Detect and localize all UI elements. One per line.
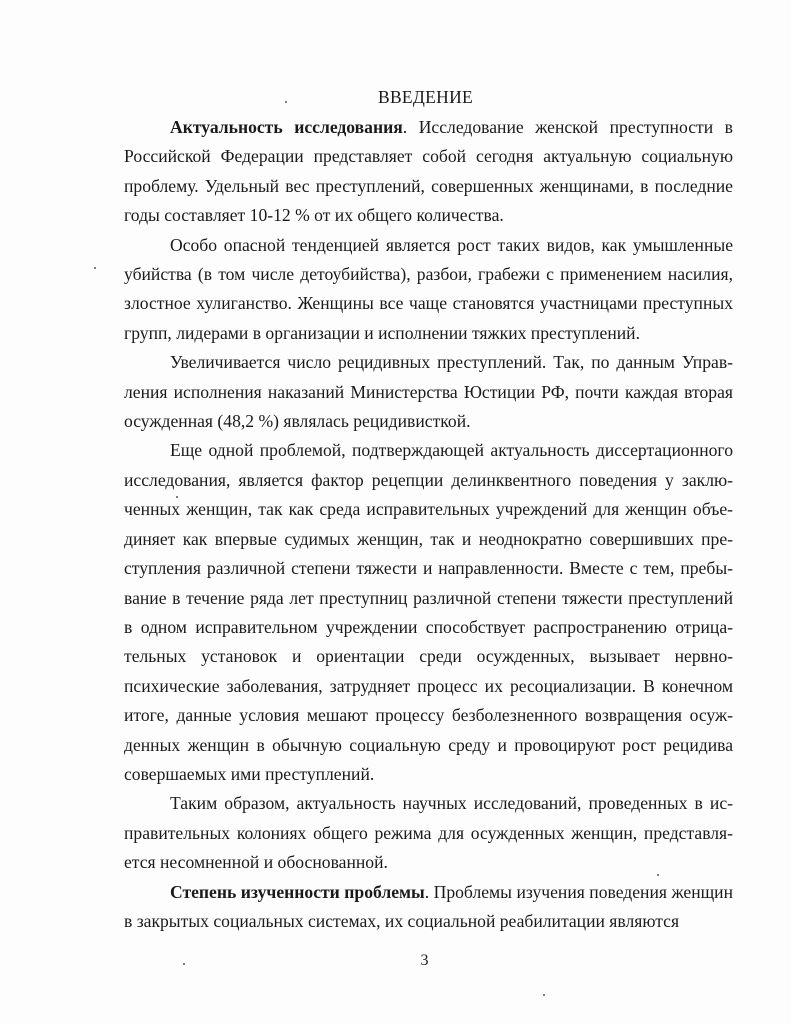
scan-speck: [94, 267, 96, 269]
scan-speck: [285, 101, 287, 103]
paragraph-text: Увеличивается число рецидивных преступлений. Так, по данным Управления исполнения наказаний Министерства Юстиции РФ, почти каждая вторая осужденная (48,2 %) являлась рецидивисткой.: [124, 352, 733, 432]
body-text: [124, 113, 733, 936]
scan-speck: [657, 874, 659, 876]
paragraph-delinquent-reception: [124, 436, 733, 789]
paragraph-text: . Исследование женской преступности в Российской Федерации представляет собой сегодня актуальную социальную проблему. Удельный вес преступлений, совершенных женщинами, в последние годы составляет 10-12 % от их общего количества.: [124, 117, 733, 226]
scan-speck: [543, 994, 545, 996]
paragraph-dangerous-trend: [124, 231, 733, 349]
paragraph-lead-degree-of-study: Степень изученности проблемы: [170, 881, 425, 902]
scan-speck: [183, 963, 185, 965]
paragraph-lead-relevance: Актуальность исследования: [170, 117, 403, 137]
paragraph-degree-of-study: [124, 878, 733, 937]
paragraph-text: Таким образом, актуальность научных исследований, проведенных в исправительных колониях общего режима для осужденных женщин, представляется несомненной и обоснованной.: [124, 793, 733, 873]
paragraph-text: Еще одной проблемой, подтверждающей актуальность диссертационного исследования, является фактор рецепции делинквентного поведения у заключенных женщин, так как среда исправительных учреждений для женщин объединяет как впервые судимых женщин, так и неоднократно совершивших преступления различной степени тяжести и направленности. Вместе с тем, пребывание в течение ряда лет преступниц различной степени тяжести преступлений в одном исправительном учреждении способствует распространению отрицательных установок и ориентации среди осужденных, вызывает нервно-психические заболевания, затрудняет процесс их ресоциализации. В конечном итоге, данные условия мешают процессу безболезненного возвращения осужденных женщин в обычную социальную среду и провоцируют рост рецидива совершаемых ими преступлений.: [124, 440, 733, 784]
section-title: ВВЕДЕНИЕ: [377, 87, 474, 107]
paragraph-text: . Проблемы изучения поведения женщин в закрытых социальных системах, их социальной реабилитации являются: [124, 881, 733, 931]
paragraph-relevance: [124, 113, 733, 231]
paragraph-text: Особо опасной тенденцией является рост таких видов, как умышленные убийства (в том числе детоубийства), разбои, грабежи с применением насилия, злостное хулиганство. Женщины все чаще становятся участницами преступных групп, лидерами в организации и исполнении тяжких преступлений.: [124, 234, 733, 343]
paragraph-recidivism: [124, 348, 733, 436]
paragraph-conclusion: [124, 789, 733, 877]
scan-speck: [176, 496, 178, 498]
page-number: 3: [420, 952, 429, 969]
